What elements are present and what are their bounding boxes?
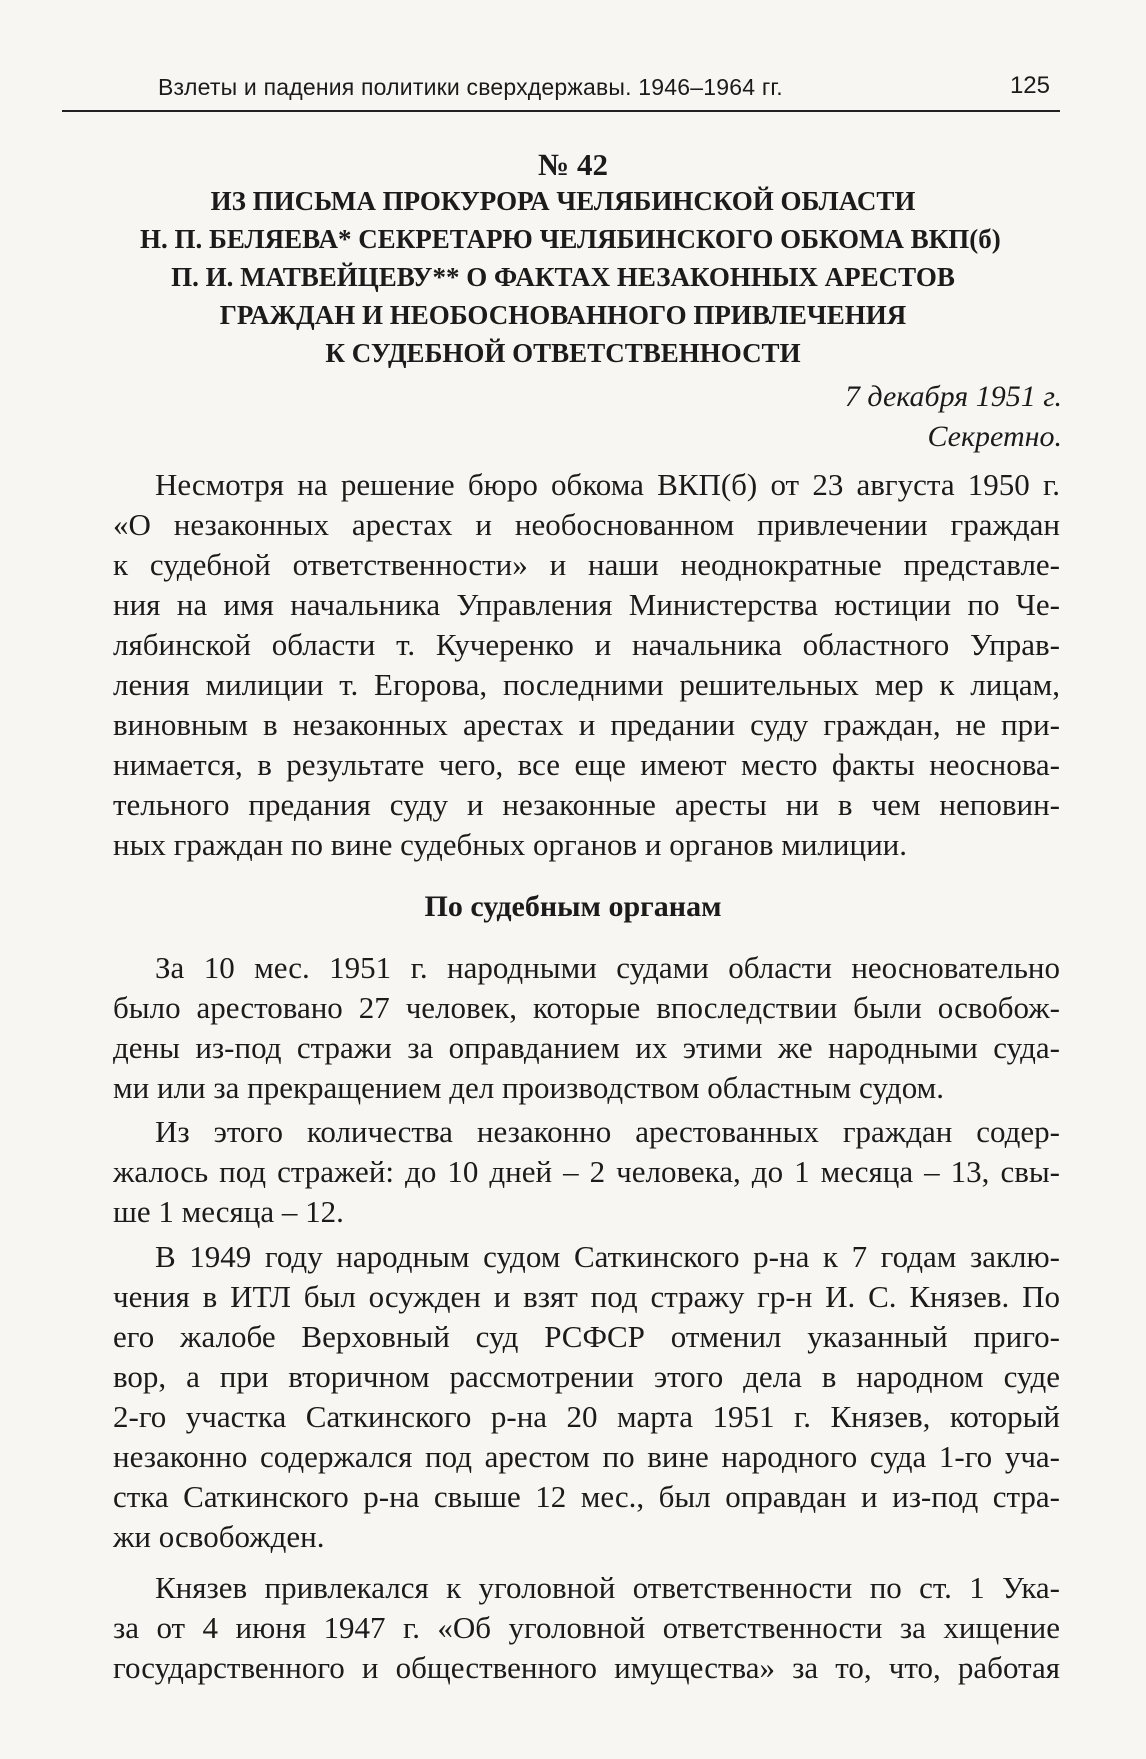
text-line: 2-го участка Саткинского р-на 20 марта 1951 г. Князев, который <box>113 1399 1060 1434</box>
text-line: лябинской области т. Кучеренко и начальника областного Управ- <box>113 627 1060 662</box>
running-title: Взлеты и падения политики сверхдержавы. 1946–1964 гг. <box>158 74 783 100</box>
document-title-line: ГРАЖДАН И НЕОБОСНОВАННОГО ПРИВЛЕЧЕНИЯ <box>219 300 907 330</box>
text-line: «О незаконных арестах и необоснованном привлечении граждан <box>113 507 1060 542</box>
paragraph-knyazev-case <box>113 1237 1060 1557</box>
text-line: жалось под стражей: до 10 дней – 2 человека, до 1 месяца – 13, свы- <box>113 1154 1060 1189</box>
text-line: к судебной ответственности» и наши неоднократные представле- <box>113 547 1060 582</box>
text-line: виновным в незаконных арестах и предании суду граждан, не при- <box>113 707 1060 742</box>
text-line: государственного и общественного имущества» за то, что, работая <box>113 1650 1060 1685</box>
text-line: ления милиции т. Егорова, последними решительных мер к лицам, <box>113 667 1060 702</box>
text-line: Из этого количества незаконно арестованных граждан содер- <box>155 1114 1060 1149</box>
running-header <box>62 66 1060 112</box>
text-line: незаконно содержался под арестом по вине народного суда 1-го уча- <box>113 1439 1060 1474</box>
paragraph-knyazev-charge <box>113 1568 1060 1688</box>
page-number: 125 <box>1009 72 1050 99</box>
text-line: Князев привлекался к уголовной ответственности по ст. 1 Ука- <box>155 1570 1060 1605</box>
text-line: нимается, в результате чего, все еще имеют место факты неоснова- <box>113 747 1060 782</box>
text-line: В 1949 году народным судом Саткинского р-на к 7 годам заклю- <box>155 1239 1060 1274</box>
paragraph-intro <box>113 465 1060 865</box>
text-line: было арестовано 27 человек, которые впоследствии были освобож- <box>113 990 1060 1025</box>
text-line: ния на имя начальника Управления Министерства юстиции по Че- <box>113 587 1060 622</box>
text-line: За 10 мес. 1951 г. народными судами области неосновательно <box>155 950 1060 985</box>
text-line: жи освобожден. <box>113 1519 325 1554</box>
paragraph-detention <box>113 1112 1060 1232</box>
text-line: его жалобе Верховный суд РСФСР отменил указанный приго- <box>113 1319 1060 1354</box>
document-title-line: К СУДЕБНОЙ ОТВЕТСТВЕННОСТИ <box>325 338 801 368</box>
document-title <box>140 182 1001 372</box>
document-number: № 42 <box>538 147 608 182</box>
text-line: ше 1 месяца – 12. <box>113 1194 344 1229</box>
text-line: ных граждан по вине судебных органов и органов милиции. <box>113 827 907 862</box>
text-line: тельного предания суду и незаконные аресты ни в чем неповин- <box>113 787 1060 822</box>
document-date: 7 декабря 1951 г. <box>844 380 1062 413</box>
paragraph-courts-stats <box>113 948 1060 1108</box>
section-heading: По судебным органам <box>424 890 722 923</box>
text-line: ми или за прекращением дел производством областным судом. <box>113 1070 944 1105</box>
text-line: за от 4 июня 1947 г. «Об уголовной ответственности за хищение <box>113 1610 1060 1645</box>
text-line: чения в ИТЛ был осужден и взят под стражу гр-н И. С. Князев. По <box>113 1279 1060 1314</box>
secrecy-mark: Секретно. <box>927 420 1062 453</box>
document-title-line: Н. П. БЕЛЯЕВА* СЕКРЕТАРЮ ЧЕЛЯБИНСКОГО ОБКОМА ВКП(б) <box>140 224 1001 254</box>
document-title-line: П. И. МАТВЕЙЦЕВУ** О ФАКТАХ НЕЗАКОННЫХ АРЕСТОВ <box>171 262 955 292</box>
text-line: вор, а при вторичном рассмотрении этого дела в народном суде <box>113 1359 1060 1394</box>
document-title-line: ИЗ ПИСЬМА ПРОКУРОРА ЧЕЛЯБИНСКОЙ ОБЛАСТИ <box>210 186 916 216</box>
text-line: стка Саткинского р-на свыше 12 мес., был оправдан и из-под стра- <box>113 1479 1060 1514</box>
text-line: дены из-под стражи за оправданием их этими же народными суда- <box>113 1030 1060 1065</box>
text-line: Несмотря на решение бюро обкома ВКП(б) от 23 августа 1950 г. <box>155 467 1060 502</box>
